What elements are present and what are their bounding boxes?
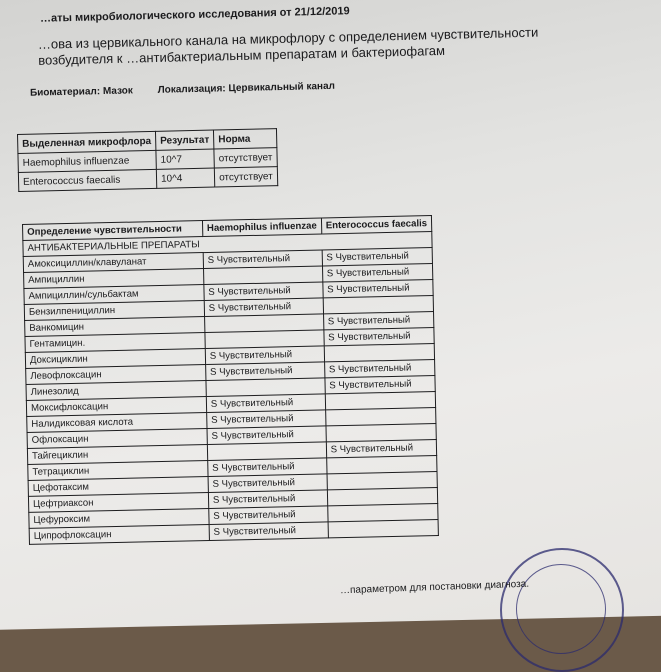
report-title: …аты микробиологического исследования от 21/12/2019 <box>39 5 350 25</box>
table-cell: S Чувствительный <box>326 440 437 458</box>
table-cell: S Чувствительный <box>208 490 327 509</box>
table-cell: S Чувствительный <box>322 248 433 266</box>
table-cell: Офлоксацин <box>27 429 207 449</box>
table-cell: S Чувствительный <box>324 360 435 378</box>
study-description: …ова из цервикального канала на микрофлору с определением чувствительности возбудителя к …антибактериальным препаратам и бактериофагам <box>37 24 539 68</box>
biomaterial-label: Биоматериал: Мазок <box>29 85 133 99</box>
header-cell: Выделенная микрофлора <box>18 131 156 153</box>
table-cell: S Чувствительный <box>204 298 323 317</box>
table-cell: Цефтриаксон <box>28 493 208 513</box>
table-cell: Ампициллин <box>24 269 204 289</box>
section-label: АНТИБАКТЕРИАЛЬНЫЕ ПРЕПАРАТЫ <box>23 232 432 257</box>
table-cell: S Чувствительный <box>322 264 433 282</box>
table-cell: S Чувствительный <box>203 250 322 269</box>
table-cell: Левофлоксацин <box>26 365 206 385</box>
table-cell: Гентамицин. <box>25 333 205 353</box>
table-cell: Ванкомицин <box>25 317 205 337</box>
table-cell: S Чувствительный <box>208 458 327 477</box>
table-cell: S Чувствительный <box>209 522 328 541</box>
table-cell: S Чувствительный <box>323 280 434 298</box>
table-cell: S Чувствительный <box>324 328 435 346</box>
table-cell: Доксициклин <box>25 349 205 369</box>
table-cell: S Чувствительный <box>209 506 328 525</box>
table-cell: Линезолид <box>26 381 206 401</box>
seal-stamp <box>500 548 624 672</box>
header-cell: Определение чувствительности <box>23 221 203 241</box>
table-cell: Haemophilus influenzae <box>18 150 156 172</box>
table-cell: Ципрофлоксацин <box>29 524 209 544</box>
table-cell: Моксифлоксацин <box>26 397 206 417</box>
biomaterial-line <box>30 80 357 98</box>
location-label: Локализация: Цервикальный канал <box>157 80 336 96</box>
table-cell: 10^4 <box>156 168 215 188</box>
footer-text: …параметром для постановки диагноза. <box>339 578 530 597</box>
header-cell: Норма <box>214 129 277 149</box>
table-cell <box>328 519 439 537</box>
table-cell: S Чувствительный <box>207 410 326 429</box>
table-cell: Налидиксовая кислота <box>27 413 207 433</box>
table-cell: Ампициллин/сульбактам <box>24 285 204 305</box>
header-cell: Enterococcus faecalis <box>321 216 432 234</box>
table-cell: Enterococcus faecalis <box>18 169 156 191</box>
table-cell: Амоксициллин/клавуланат <box>23 253 203 273</box>
table-cell: S Чувствительный <box>206 394 325 413</box>
table-cell: S Чувствительный <box>205 346 324 365</box>
header-cell: Результат <box>155 130 214 150</box>
table-cell: S Чувствительный <box>208 474 327 493</box>
table-cell: Тайгециклин <box>27 445 207 465</box>
table-cell: Бензилпенициллин <box>24 301 204 321</box>
header-cell: Haemophilus influenzae <box>202 218 321 237</box>
table-cell: Тетрациклин <box>28 461 208 481</box>
table-cell: S Чувствительный <box>205 362 324 381</box>
table-cell: отсутствует <box>214 148 277 168</box>
table-cell: Цефуроксим <box>29 508 209 528</box>
sensitivity-table <box>22 215 439 545</box>
table-cell: S Чувствительный <box>325 376 436 394</box>
table-cell: S Чувствительный <box>207 426 326 445</box>
table-cell: Цефотаксим <box>28 477 208 497</box>
table-cell: 10^7 <box>156 149 215 169</box>
microflora-table <box>17 128 278 192</box>
table-cell: отсутствует <box>214 167 277 187</box>
table-cell: S Чувствительный <box>204 282 323 301</box>
table-cell: S Чувствительный <box>323 312 434 330</box>
